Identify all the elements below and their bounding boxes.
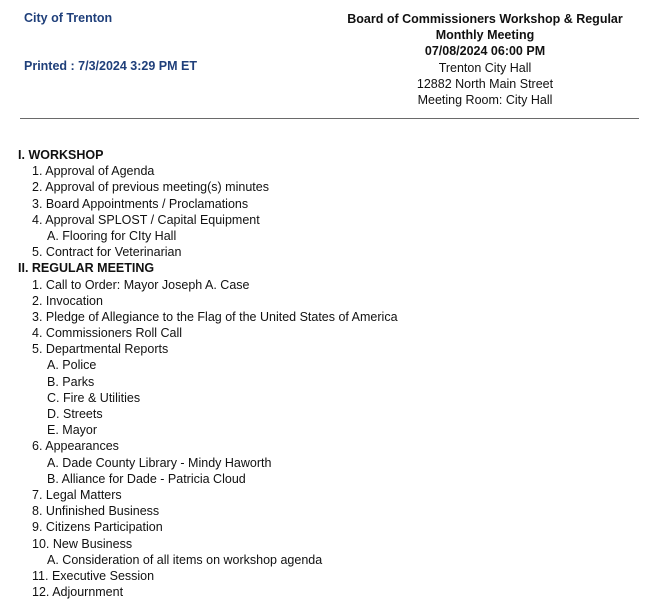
agenda-text: Fire & Utilities (62, 390, 141, 405)
agenda-text: Invocation (45, 293, 103, 308)
agenda-number: D. (47, 407, 60, 421)
agenda-section (18, 147, 638, 163)
meeting-title-line1: Board of Commissioners Workshop & Regular (347, 12, 623, 26)
agenda-number: 8. (32, 504, 43, 519)
agenda-text: Unfinished Business (45, 504, 160, 519)
agenda-text: Approval SPLOST / Capital Equipment (45, 212, 260, 227)
agenda-text: Call to Order: Mayor Joseph A. Case (45, 277, 250, 292)
agenda-item (18, 293, 638, 309)
agenda-number: C. (47, 390, 60, 405)
agenda-number: A. (47, 455, 59, 470)
agenda-item (18, 212, 638, 228)
agenda-item (18, 277, 638, 293)
agenda-text: Adjournment (52, 585, 124, 600)
agenda-item (18, 341, 638, 357)
meeting-address: 12882 North Main Street (416, 76, 554, 91)
agenda-subitem (18, 357, 638, 373)
agenda-number: 2. (32, 180, 43, 195)
agenda-item (18, 196, 638, 212)
agenda-text: REGULAR MEETING (31, 261, 155, 276)
agenda-number: 10. (32, 536, 50, 551)
agenda-subitem (18, 471, 638, 487)
agenda-subitem (18, 422, 638, 438)
agenda-number: 12. (32, 585, 50, 600)
agenda-text: Pledge of Allegiance to the Flag of the United States of America (45, 309, 398, 324)
agenda-number: 4. (32, 326, 43, 341)
agenda-number: 3. (32, 196, 43, 211)
agenda-item (18, 309, 638, 325)
agenda-text: Parks (62, 374, 95, 389)
agenda-number: 6. (32, 439, 43, 454)
agenda-item (18, 568, 638, 584)
agenda-item (18, 519, 638, 535)
agenda-subitem (18, 390, 638, 406)
meeting-room: Meeting Room: City Hall (417, 93, 553, 108)
agenda-number: 9. (32, 520, 43, 535)
agenda-number: 2. (32, 293, 43, 308)
agenda-number: A. (47, 358, 59, 373)
agenda-item (18, 325, 638, 341)
agenda-text: Consideration of all items on workshop agenda (62, 552, 323, 567)
agenda-text: Commissioners Roll Call (45, 326, 183, 341)
header-divider (20, 118, 639, 119)
agenda-number: I. (18, 148, 25, 162)
agenda-number: A. (47, 552, 59, 567)
agenda-item (18, 163, 638, 179)
agenda-number: 3. (32, 309, 43, 324)
agenda-subitem (18, 228, 638, 244)
agenda-number: 7. (32, 487, 43, 502)
agenda-item (18, 536, 638, 552)
agenda-number: B. (47, 374, 59, 389)
agenda-item (18, 438, 638, 454)
meeting-title-line2: Monthly Meeting (435, 28, 535, 43)
agenda-text: Legal Matters (45, 487, 122, 502)
agenda-text: Appearances (45, 439, 119, 454)
agenda-text: Mayor (62, 423, 98, 438)
agenda-number: II. (18, 261, 29, 276)
agenda-text: Approval of previous meeting(s) minutes (45, 180, 269, 195)
meeting-venue: Trenton City Hall (438, 60, 532, 75)
agenda-number: 11. (32, 568, 49, 583)
agenda-item (18, 244, 638, 260)
agenda-text: Flooring for CIty Hall (62, 228, 177, 243)
organization-name: City of Trenton (24, 11, 113, 25)
agenda-text: Police (62, 358, 97, 373)
agenda-item (18, 179, 638, 195)
agenda-text: Alliance for Dade - Patricia Cloud (61, 471, 246, 486)
agenda-text: Approval of Agenda (45, 164, 155, 179)
agenda-number: 1. (32, 164, 43, 179)
agenda-list (18, 147, 638, 600)
agenda-text: Board Appointments / Proclamations (45, 196, 249, 211)
agenda-text: Dade County Library - Mindy Haworth (62, 455, 272, 470)
agenda-text: Departmental Reports (45, 342, 169, 357)
agenda-number: 4. (32, 212, 43, 227)
agenda-item (18, 503, 638, 519)
printed-timestamp: Printed : 7/3/2024 3:29 PM ET (24, 59, 197, 73)
agenda-subitem (18, 374, 638, 390)
agenda-item (18, 487, 638, 503)
agenda-item (18, 584, 638, 600)
agenda-number: 5. (32, 245, 43, 260)
agenda-text: Streets (62, 407, 103, 421)
agenda-subitem (18, 552, 638, 568)
agenda-section (18, 260, 638, 276)
agenda-subitem (18, 406, 638, 422)
agenda-number: 1. (32, 277, 43, 292)
agenda-number: B. (47, 471, 59, 486)
agenda-number: E. (47, 423, 59, 438)
agenda-text: Contract for Veterinarian (45, 245, 182, 260)
agenda-text: WORKSHOP (28, 148, 104, 162)
meeting-header (330, 11, 640, 108)
meeting-datetime: 07/08/2024 06:00 PM (424, 44, 546, 59)
agenda-text: New Business (52, 536, 133, 551)
agenda-text: Citizens Participation (45, 520, 163, 535)
agenda-number: A. (47, 228, 59, 243)
agenda-number: 5. (32, 342, 43, 357)
agenda-subitem (18, 455, 638, 471)
agenda-text: Executive Session (51, 568, 155, 583)
